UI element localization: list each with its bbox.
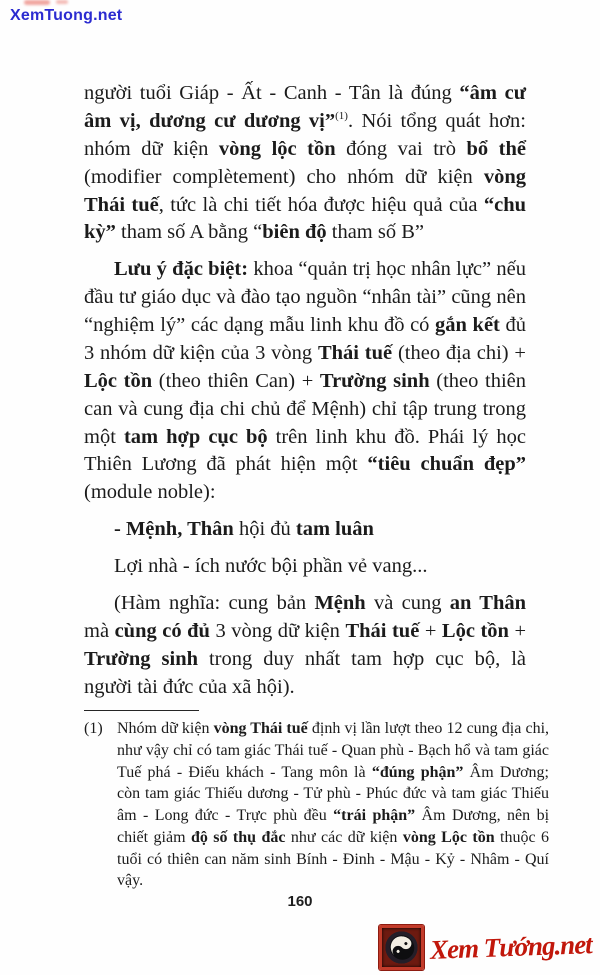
text-run: mà (84, 619, 115, 642)
footnote-ref: (1) (335, 110, 348, 123)
text-run: Thái tuế (345, 619, 420, 642)
footnote-block (84, 710, 549, 892)
text-run: vòng Thái tuế (213, 720, 308, 737)
text-run: tam hợp cục bộ (123, 425, 268, 448)
text-run: biên độ (262, 221, 327, 244)
text-run: thuộc 6 tuổi có thiên can năm sinh Bính - Đinh - Mậu - Kỷ - Nhâm - Quí vậy. (117, 828, 550, 890)
text-run: vòng lộc tồn (218, 137, 336, 160)
text-run: “chu kỳ” (84, 193, 526, 244)
text-run: . Nói tổng quát hơn: nhóm dữ kiện (84, 109, 527, 160)
text-run: vòng Lộc tồn (402, 828, 495, 846)
text-run: trong duy nhất tam hợp cục bộ, là người tài đức của xã hội). (84, 647, 527, 698)
text-run: Lưu ý đặc biệt: (114, 258, 249, 281)
text-run: 3 vòng dữ kiện (209, 619, 346, 642)
text-run: Âm Dương, nên bị chiết giảm (117, 807, 550, 846)
text-run: (modifier complètement) cho nhóm dữ kiện (84, 165, 484, 188)
brand-logo-box (379, 925, 424, 970)
text-run: (theo địa chi) + (392, 341, 526, 364)
text-run: + (419, 619, 442, 642)
text-run: như các dữ kiện (285, 828, 403, 846)
text-run: Trường sinh (319, 369, 430, 392)
text-run: độ số thụ đắc (190, 828, 286, 846)
paragraph (84, 516, 526, 544)
text-run: Âm Dương; còn tam giác Thiếu dương - Tử phù - Phúc đức và tam giác Thiếu âm - Long đức - Trực phù đều (117, 763, 549, 824)
text-run: Lộc tồn (84, 369, 153, 392)
text-run: tham số B” (326, 221, 424, 244)
body-paragraphs (84, 80, 526, 701)
text-run: , tức là chi tiết hóa được hiệu quả của (158, 193, 484, 216)
red-print-artifact (56, 0, 68, 4)
text-run: Lộc tồn (441, 619, 509, 642)
text-run: Lợi nhà - ích nước bội phần vẻ vang... (114, 555, 428, 577)
red-print-artifact (24, 0, 50, 5)
text-run: “tiêu chuẩn đẹp” (367, 453, 526, 476)
text-run: hội đủ (233, 518, 296, 541)
site-watermark-bottom (379, 925, 592, 970)
text-run: vòng Thái tuế (84, 165, 526, 216)
text-run: an Thân (449, 591, 526, 614)
text-run: tam luân (295, 518, 374, 541)
text-run: người tuổi Giáp - Ất - Canh - Tân là đúng (84, 82, 460, 104)
text-run: Nhóm dữ kiện (117, 720, 214, 737)
brand-logo-text: Xem Tướng.net (429, 929, 593, 965)
footnote-body (84, 718, 549, 892)
footnote-marker: (1) (84, 720, 103, 737)
text-run: Mệnh (314, 591, 366, 614)
text-run: bổ thể (466, 137, 526, 160)
text-run: “trái phận” (333, 807, 416, 824)
paragraph (84, 256, 526, 507)
text-run: tham số A bằng “ (115, 221, 263, 244)
paragraph (84, 80, 526, 247)
footnote-separator (84, 710, 199, 711)
text-run: gắn kết (435, 314, 500, 336)
text-run: định vị lần lượt theo 12 cung địa chi, như vậy chỉ có tam giác Thái tuế - Quan phù - Bạch hổ và tam giác Tuế phá - Điếu khách - Tang môn là (117, 720, 550, 781)
text-run: “đúng phận” (371, 763, 464, 781)
text-run: đủ 3 nhóm dữ kiện của 3 vòng (84, 314, 526, 364)
text-run: (theo thiên Can) + (152, 369, 320, 392)
text-run: Thái tuế (317, 341, 393, 364)
text-run: (module noble): (84, 481, 216, 504)
yin-yang-icon (385, 930, 420, 965)
text-run: (theo thiên can và cung địa chi chủ để Mệnh) chỉ tập trung trong một (84, 369, 527, 448)
text-run: trên linh khu đồ. Phái lý học Thiên Lương đã phát hiện một (84, 425, 526, 476)
page-number: 160 (287, 893, 313, 910)
text-run: Trường sinh (84, 647, 198, 670)
text-run: và cung (365, 591, 450, 614)
text-run: cùng có đủ (114, 619, 210, 642)
site-watermark-top: XemTuong.net (10, 7, 123, 24)
text-run: + (508, 619, 527, 642)
text-run: (Hàm nghĩa: cung bản (114, 591, 315, 614)
paragraph (84, 553, 526, 581)
paragraph (84, 590, 526, 702)
text-run: - Mệnh, Thân (114, 518, 234, 541)
text-run: đóng vai trò (335, 137, 467, 160)
text-run: khoa “quản trị học nhân lực” nếu đầu tư giáo dục và đào tạo nguồn “nhân tài” cũng nên “nghiệm lý” các dạng mẫu linh khu đồ có (84, 258, 526, 336)
footnote-text (117, 720, 549, 889)
text-run: “âm cư âm vị, dương cư dương vị” (84, 82, 526, 132)
